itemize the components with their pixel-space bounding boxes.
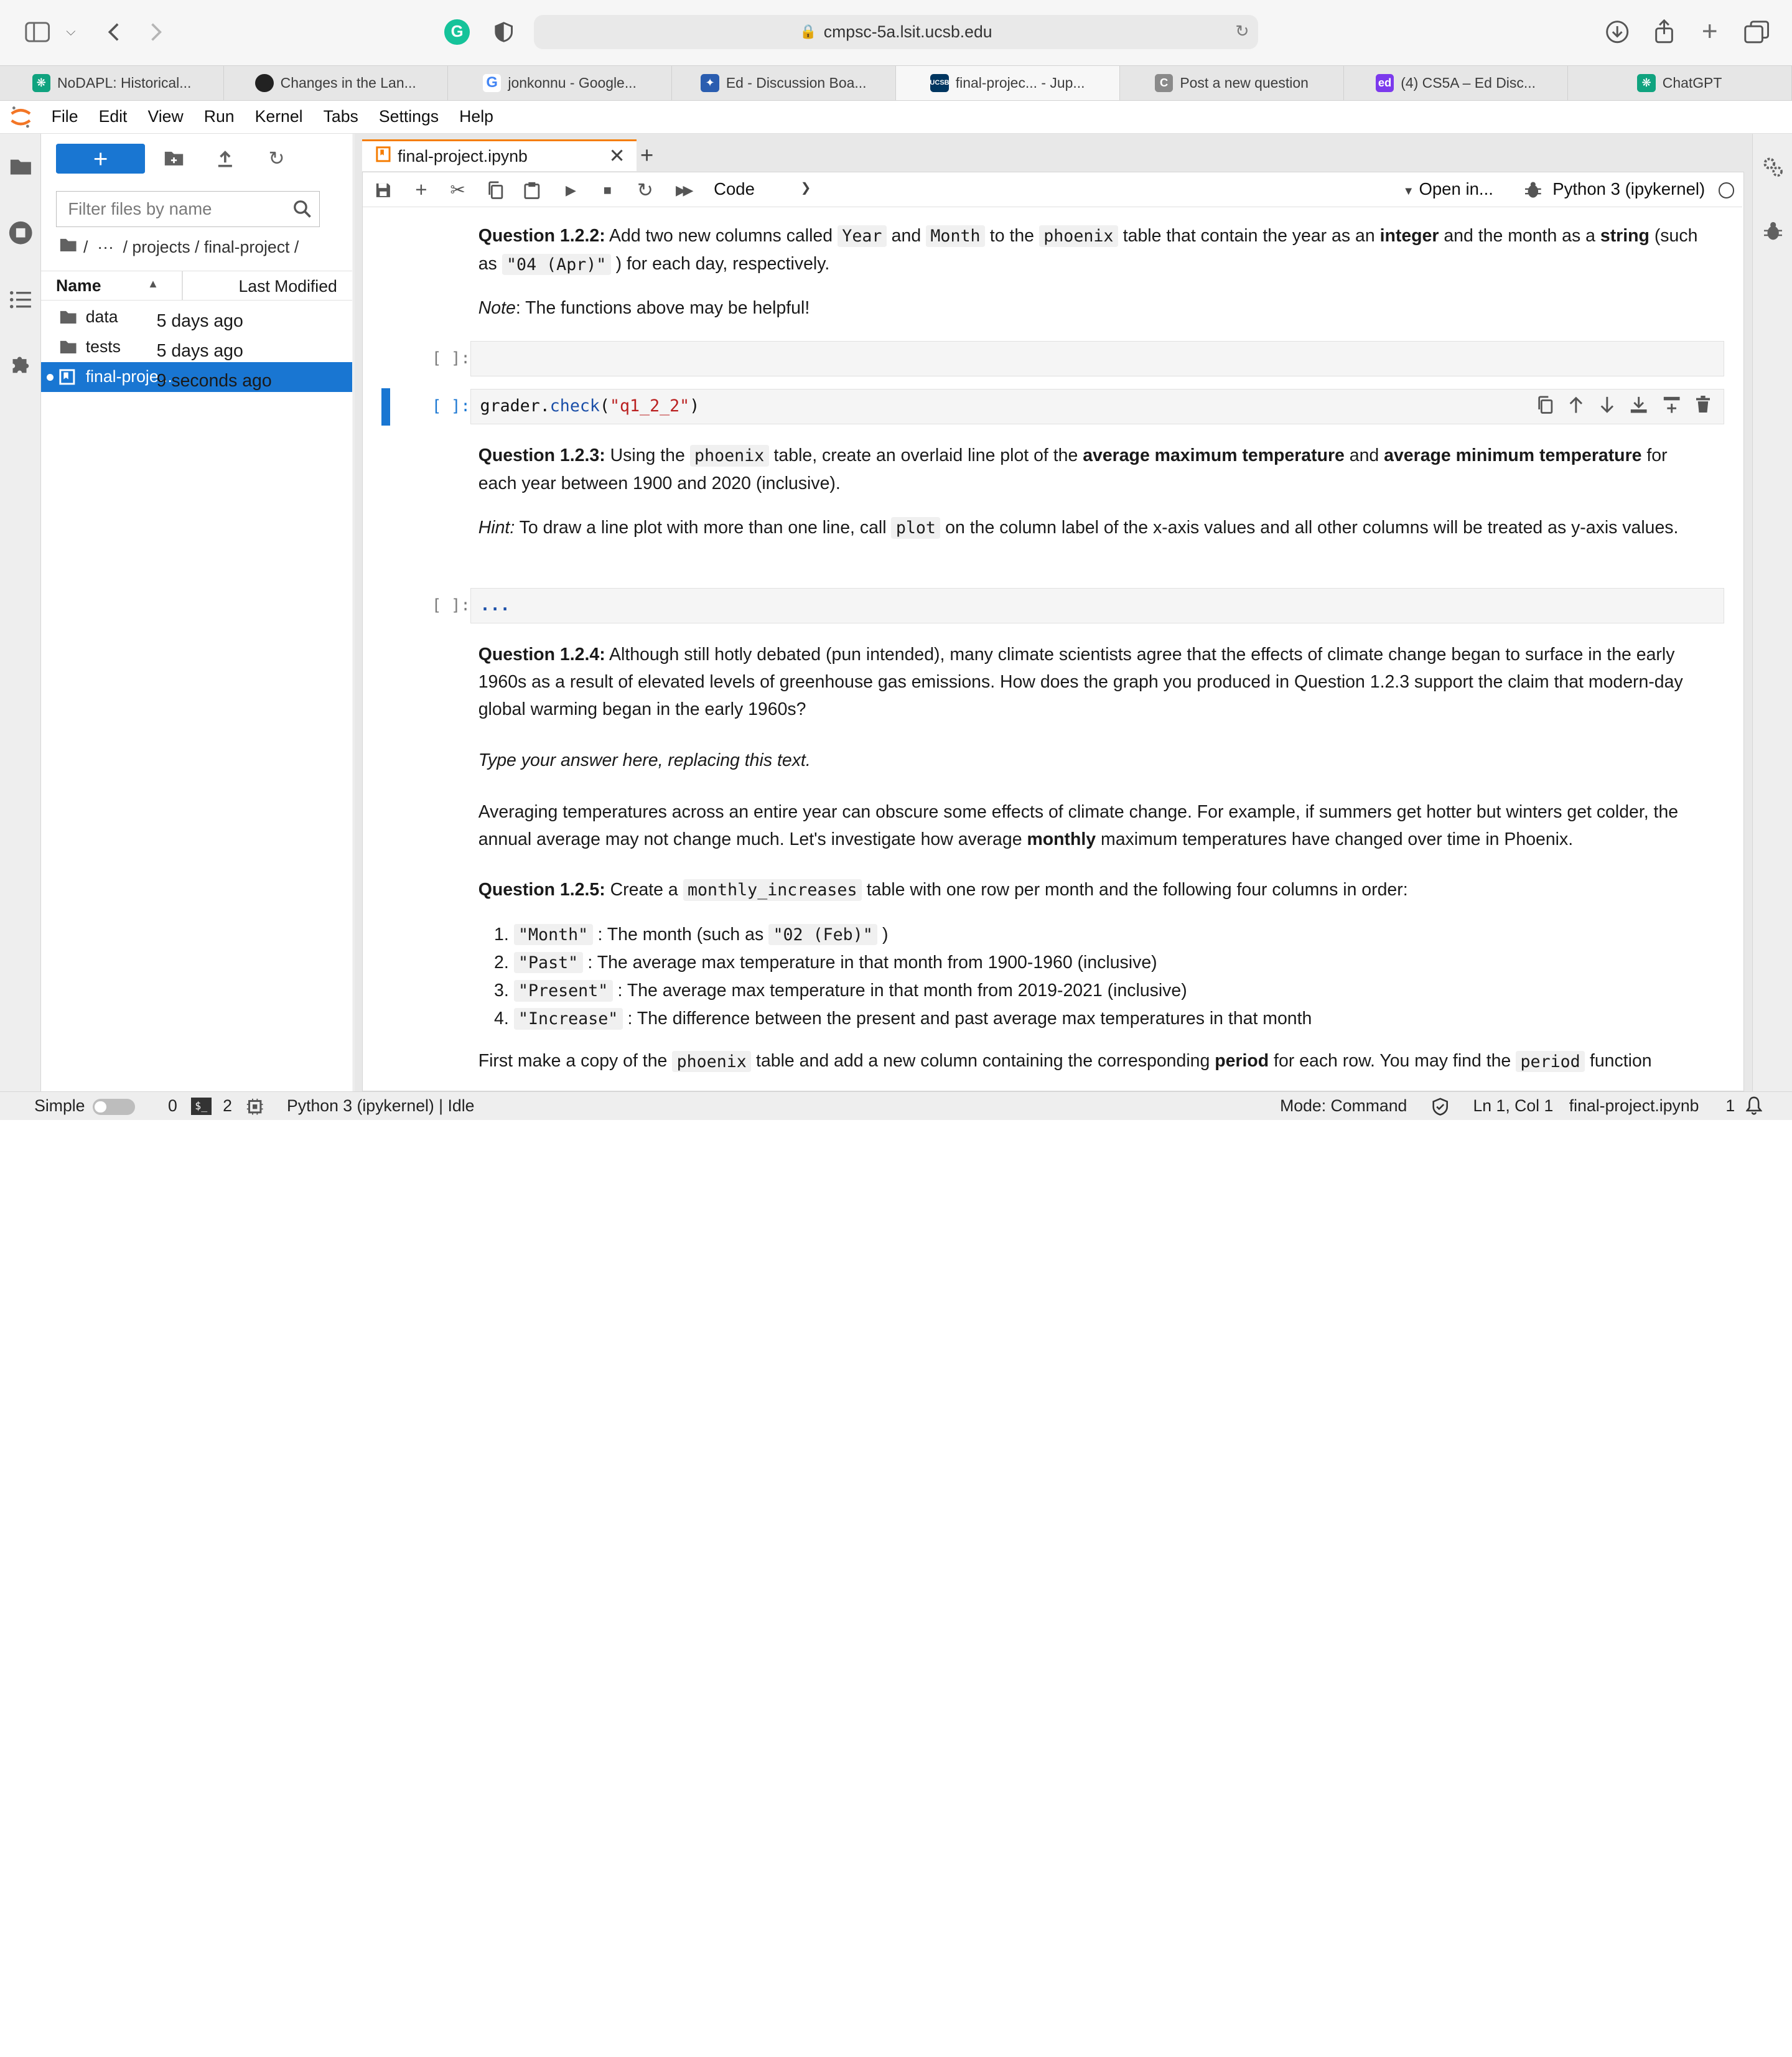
column-divider — [182, 271, 183, 300]
reload-icon[interactable]: ↻ — [1235, 21, 1249, 40]
run-icon[interactable]: ▶ — [566, 182, 576, 198]
privacy-shield-icon[interactable] — [489, 17, 519, 47]
inline-code: period — [1516, 1051, 1585, 1073]
menu-kernel[interactable]: Kernel — [254, 107, 303, 126]
inline-code: "Present" — [514, 980, 613, 1002]
menu-view[interactable]: View — [147, 107, 184, 126]
hint-label: Hint: — [478, 517, 515, 538]
new-folder-icon[interactable] — [162, 147, 185, 170]
md-text: on the column label of the x-axis values and all other columns will be treated as y-axis values. — [940, 517, 1679, 538]
markdown-cell-averaging — [478, 798, 1701, 853]
folder-icon[interactable] — [7, 153, 34, 180]
inline-code: phoenix — [690, 445, 769, 467]
fast-forward-icon[interactable]: ▶▶ — [676, 182, 690, 198]
md-text: First make a copy of the — [478, 1051, 673, 1071]
code-token: check — [549, 396, 600, 416]
move-up-icon[interactable] — [1568, 396, 1584, 418]
inline-code: "04 (Apr)" — [502, 254, 611, 276]
inline-code: Month — [926, 225, 985, 247]
md-text: Create a — [605, 879, 683, 900]
md-text: for each row. You may find the — [1269, 1051, 1516, 1071]
new-tab-icon[interactable]: + — [1701, 16, 1718, 47]
notebook-tab-bar — [354, 134, 1752, 172]
cut-icon[interactable]: ✂ — [450, 180, 465, 201]
browser-tab-google[interactable] — [448, 66, 672, 100]
list-item — [514, 949, 1630, 977]
md-text: maximum temperatures have changed over time in Phoenix. — [1096, 829, 1574, 850]
tab-overview-icon[interactable] — [1742, 17, 1771, 47]
google-icon: G — [483, 74, 501, 92]
duplicate-cell-icon[interactable] — [1537, 396, 1553, 418]
code-token: ( — [599, 396, 610, 416]
add-cell-icon[interactable]: + — [415, 178, 427, 202]
md-text: : The month (such as — [592, 924, 769, 945]
md-text: for each year between 1900 and 2020 (inclusive). — [478, 445, 1668, 494]
cell-prompt: [ ]: — [431, 397, 470, 416]
file-browser — [41, 134, 353, 1091]
column-name-header[interactable]: Name — [55, 276, 101, 295]
column-modified-header[interactable]: Last Modified — [238, 277, 337, 296]
file-modified: 5 days ago — [156, 311, 243, 332]
list-item — [514, 921, 1630, 949]
ed-purple-icon: ed — [1376, 74, 1394, 92]
property-inspector-gears-icon[interactable] — [1760, 153, 1787, 180]
active-cell-indicator — [381, 388, 391, 426]
columns-list — [487, 921, 1630, 1033]
markdown-cell-hint — [478, 514, 1701, 542]
browser-tab-post-question[interactable] — [1120, 66, 1344, 100]
md-text: ) — [877, 924, 889, 945]
file-modified: 5 days ago — [156, 340, 243, 361]
kernel-count[interactable]: 2 — [223, 1096, 232, 1116]
simple-mode-toggle[interactable] — [93, 1099, 135, 1115]
markdown-cell-firstmake — [478, 1047, 1701, 1075]
browser-tab-jupyter[interactable] — [896, 66, 1120, 100]
bell-icon[interactable] — [1746, 1096, 1762, 1119]
caret-down-icon: ▼ — [1402, 184, 1414, 197]
inline-code: "Increase" — [514, 1008, 623, 1030]
md-text: and — [1344, 445, 1384, 465]
terminal-count[interactable]: 0 — [167, 1096, 177, 1116]
question-label: Question 1.2.4: — [478, 644, 605, 665]
md-text: Add two new columns called — [605, 226, 838, 246]
markdown-cell-answer[interactable] — [478, 747, 1701, 774]
menu-settings[interactable]: Settings — [378, 107, 439, 126]
chevron-down-icon[interactable]: ⌵ — [66, 24, 76, 39]
question-label: Question 1.2.2: — [478, 226, 605, 246]
code-cell-grader[interactable] — [470, 389, 1724, 424]
kernel-status-icon — [1719, 182, 1735, 198]
notebook-area — [354, 134, 1752, 1091]
url-text: cmpsc-5a.lsit.ucsb.edu — [823, 22, 992, 41]
file-name: final-proje... — [85, 366, 172, 386]
notebook-mode: Mode: Command — [1280, 1096, 1407, 1116]
tab-label: jonkonnu - Google... — [508, 74, 637, 91]
paste-icon[interactable] — [521, 179, 544, 202]
md-text: table, create an overlaid line plot of the — [768, 445, 1083, 465]
debugger-bug-icon[interactable] — [1522, 179, 1545, 202]
inline-code: "Month" — [514, 924, 593, 946]
markdown-cell-q124 — [478, 641, 1701, 723]
open-in-label: Open in... — [1419, 179, 1493, 198]
markdown-cell-q123 — [478, 442, 1701, 497]
open-in-menu[interactable] — [1403, 179, 1493, 199]
answer-placeholder: Type your answer here, replacing this text. — [478, 750, 811, 771]
delete-cell-icon[interactable] — [1696, 396, 1710, 418]
folder-icon — [59, 310, 77, 326]
folder-icon[interactable] — [59, 238, 77, 257]
inline-code: "Past" — [514, 952, 583, 974]
inline-code: "02 (Feb)" — [768, 924, 877, 946]
markdown-cell-note — [478, 294, 1701, 322]
trusted-shield-icon[interactable] — [1431, 1098, 1449, 1120]
md-bold: monthly — [1027, 829, 1096, 850]
list-item — [514, 1005, 1630, 1033]
markdown-cell-q122 — [478, 222, 1701, 278]
notebook-toolbar — [363, 172, 1742, 208]
grammarly-icon[interactable]: G — [444, 19, 469, 44]
menu-file[interactable]: File — [51, 107, 78, 126]
cell-prompt: [ ]: — [431, 595, 470, 615]
back-icon[interactable] — [98, 17, 128, 47]
md-text: table that contain the year as an — [1118, 226, 1380, 246]
notebook-panel — [362, 172, 1744, 1092]
breadcrumb-path[interactable]: / ··· / projects / final-project / — [83, 238, 299, 257]
md-text: : The functions above may be helpful! — [515, 298, 810, 319]
browser-tab-chatgpt[interactable] — [1568, 66, 1792, 100]
restart-icon[interactable]: ↻ — [637, 179, 653, 201]
cell-type-select[interactable]: Code — [714, 179, 755, 198]
terminal-icon[interactable]: $_ — [191, 1098, 212, 1115]
browser-tab-cs5a-ed[interactable] — [1344, 66, 1568, 100]
tab-label: NoDAPL: Historical... — [57, 74, 192, 91]
inline-code: Year — [838, 225, 887, 247]
tab-label: (4) CS5A – Ed Disc... — [1401, 74, 1536, 91]
md-text: : The difference between the present and past average max temperatures in that month — [622, 1008, 1312, 1028]
notebook-tab-title: final-project.ipynb — [398, 146, 528, 166]
right-sidebar — [1752, 134, 1792, 1091]
notebook-content — [363, 207, 1742, 1091]
menu-help[interactable]: Help — [459, 107, 493, 126]
upload-icon[interactable] — [213, 147, 236, 170]
simple-mode-label: Simple — [34, 1096, 85, 1116]
ucsb-icon: UCSB — [930, 74, 948, 92]
left-activity-bar — [0, 134, 41, 1091]
status-bar — [0, 1091, 1792, 1120]
share-icon[interactable] — [1649, 17, 1679, 47]
md-text: To draw a line plot with more than one line, call — [515, 517, 892, 538]
note-label: Note — [478, 298, 516, 319]
extensions-puzzle-icon[interactable] — [7, 351, 34, 378]
file-name: tests — [85, 337, 121, 356]
md-text: and — [886, 226, 926, 246]
kernel-chip-icon[interactable] — [246, 1098, 264, 1120]
md-bold: average minimum temperature — [1384, 445, 1642, 465]
lock-icon: 🔒 — [800, 24, 817, 40]
browser-toolbar — [0, 0, 1792, 65]
chatgpt-icon: ❋ — [32, 74, 50, 92]
list-item — [514, 977, 1630, 1005]
cursor-position[interactable]: Ln 1, Col 1 — [1473, 1096, 1554, 1116]
filter-files-input[interactable] — [56, 191, 320, 228]
sort-ascending-icon[interactable]: ▲ — [147, 277, 159, 291]
tab-label: Ed - Discussion Boa... — [726, 74, 867, 91]
md-text: : The average max temperature in that month from 1900-1960 (inclusive) — [582, 952, 1157, 973]
file-row-tests[interactable] — [41, 332, 352, 362]
md-bold: string — [1600, 226, 1650, 246]
file-row-final-project[interactable] — [41, 362, 352, 392]
cell-toolbar — [1537, 396, 1709, 418]
insert-above-icon[interactable] — [1630, 396, 1648, 418]
md-text: table and add a new column containing the corresponding — [751, 1051, 1215, 1071]
md-text: function — [1585, 1051, 1652, 1071]
downloads-icon[interactable] — [1602, 17, 1632, 47]
debugger-bug-icon[interactable] — [1760, 218, 1787, 246]
md-bold: average maximum temperature — [1083, 445, 1345, 465]
question-label: Question 1.2.5: — [478, 879, 605, 900]
move-down-icon[interactable] — [1599, 396, 1615, 418]
insert-below-icon[interactable] — [1663, 396, 1681, 418]
md-text: Averaging temperatures across an entire year can obscure some effects of climate change. For example, if summers get hotter but winters get colder, the annual average may not change much. Let's investigate how average — [478, 802, 1679, 850]
cell-prompt: [ ]: — [431, 349, 470, 368]
menu-tabs[interactable]: Tabs — [323, 107, 358, 126]
notification-count[interactable]: 1 — [1725, 1096, 1735, 1116]
folder-icon — [59, 339, 77, 355]
code-token: grader. — [480, 396, 550, 416]
tab-label: Post a new question — [1180, 74, 1309, 91]
jupyter-menubar — [0, 101, 1792, 134]
inline-code: plot — [891, 517, 940, 539]
menu-edit[interactable]: Edit — [98, 107, 128, 126]
md-text: table with one row per month and the following four columns in order: — [861, 879, 1408, 900]
tab-label: Changes in the Lan... — [280, 74, 416, 91]
file-list-header — [41, 271, 352, 301]
md-text: and the month as a — [1439, 226, 1600, 246]
code-token: "q1_2_2" — [609, 396, 690, 416]
browser-tab-nodapl[interactable] — [0, 66, 224, 100]
kernel-status-text[interactable]: Python 3 (ipykernel) | Idle — [287, 1096, 475, 1116]
markdown-cell-q125 — [478, 876, 1701, 904]
new-launcher-button[interactable]: + — [56, 144, 145, 174]
md-text: to the — [984, 226, 1039, 246]
status-filename: final-project.ipynb — [1569, 1096, 1699, 1116]
add-tab-button[interactable]: + — [640, 142, 654, 168]
running-sessions-icon[interactable] — [7, 220, 34, 247]
file-row-data[interactable] — [41, 303, 352, 333]
md-text: Although still hotly debated (pun intended), many climate scientists agree that the effects of climate change began to surface in the early 1960s as a result of elevated levels of greenhouse gas emissions. How does the graph you produced in Question 1.2.3 support the claim that modern-day global warming began in the early 1960s? — [478, 644, 1683, 719]
kernel-name[interactable]: Python 3 (ipykernel) — [1552, 179, 1706, 198]
table-of-contents-icon[interactable] — [7, 286, 34, 313]
md-text: ) for each day, respectively. — [610, 254, 830, 274]
breadcrumb[interactable] — [59, 238, 299, 257]
md-bold: period — [1215, 1051, 1269, 1071]
inline-code: phoenix — [672, 1051, 751, 1073]
md-bold: integer — [1379, 226, 1439, 246]
notebook-icon — [376, 146, 391, 167]
sidebar-toggle-icon[interactable] — [23, 17, 53, 47]
inline-code: phoenix — [1039, 225, 1118, 247]
notebook-icon — [59, 369, 77, 385]
site-icon — [255, 74, 273, 92]
browser-tab-strip — [0, 65, 1792, 101]
file-name: data — [85, 307, 118, 327]
ed-icon: ✦ — [701, 74, 719, 92]
code-token: ... — [480, 595, 510, 615]
search-icon — [293, 200, 311, 222]
notebook-tab[interactable] — [362, 139, 637, 171]
md-text: : The average max temperature in that month from 2019-2021 (inclusive) — [612, 980, 1187, 1001]
browser-tab-changes[interactable] — [224, 66, 448, 100]
tab-label: final-projec... - Jup... — [955, 74, 1085, 91]
save-icon[interactable] — [372, 179, 395, 202]
browser-tab-ed[interactable] — [672, 66, 896, 100]
stop-icon[interactable]: ■ — [603, 182, 612, 198]
forward-icon[interactable] — [142, 17, 172, 47]
chevron-down-icon[interactable]: ❯ — [800, 181, 811, 195]
filter-placeholder: Filter files by name — [68, 199, 212, 219]
c-icon: C — [1155, 74, 1173, 92]
refresh-icon[interactable]: ↻ — [268, 147, 285, 170]
menu-run[interactable]: Run — [203, 107, 235, 126]
file-modified: 9 seconds ago — [156, 370, 272, 391]
jupyter-logo-icon — [0, 100, 41, 133]
code-cell-empty[interactable] — [470, 341, 1724, 376]
inline-code: monthly_increases — [683, 879, 862, 901]
copy-icon[interactable] — [484, 179, 507, 202]
tab-label: ChatGPT — [1662, 74, 1722, 91]
chatgpt-icon: ❋ — [1637, 74, 1655, 92]
code-token: ) — [689, 396, 700, 416]
code-cell-ellipsis[interactable] — [470, 588, 1724, 623]
md-text: Using the — [605, 445, 690, 465]
address-bar[interactable] — [534, 15, 1258, 49]
md-text: (such as — [478, 226, 1698, 274]
question-label: Question 1.2.3: — [478, 445, 605, 465]
close-icon[interactable]: ✕ — [609, 144, 625, 167]
running-indicator-icon — [47, 374, 54, 381]
